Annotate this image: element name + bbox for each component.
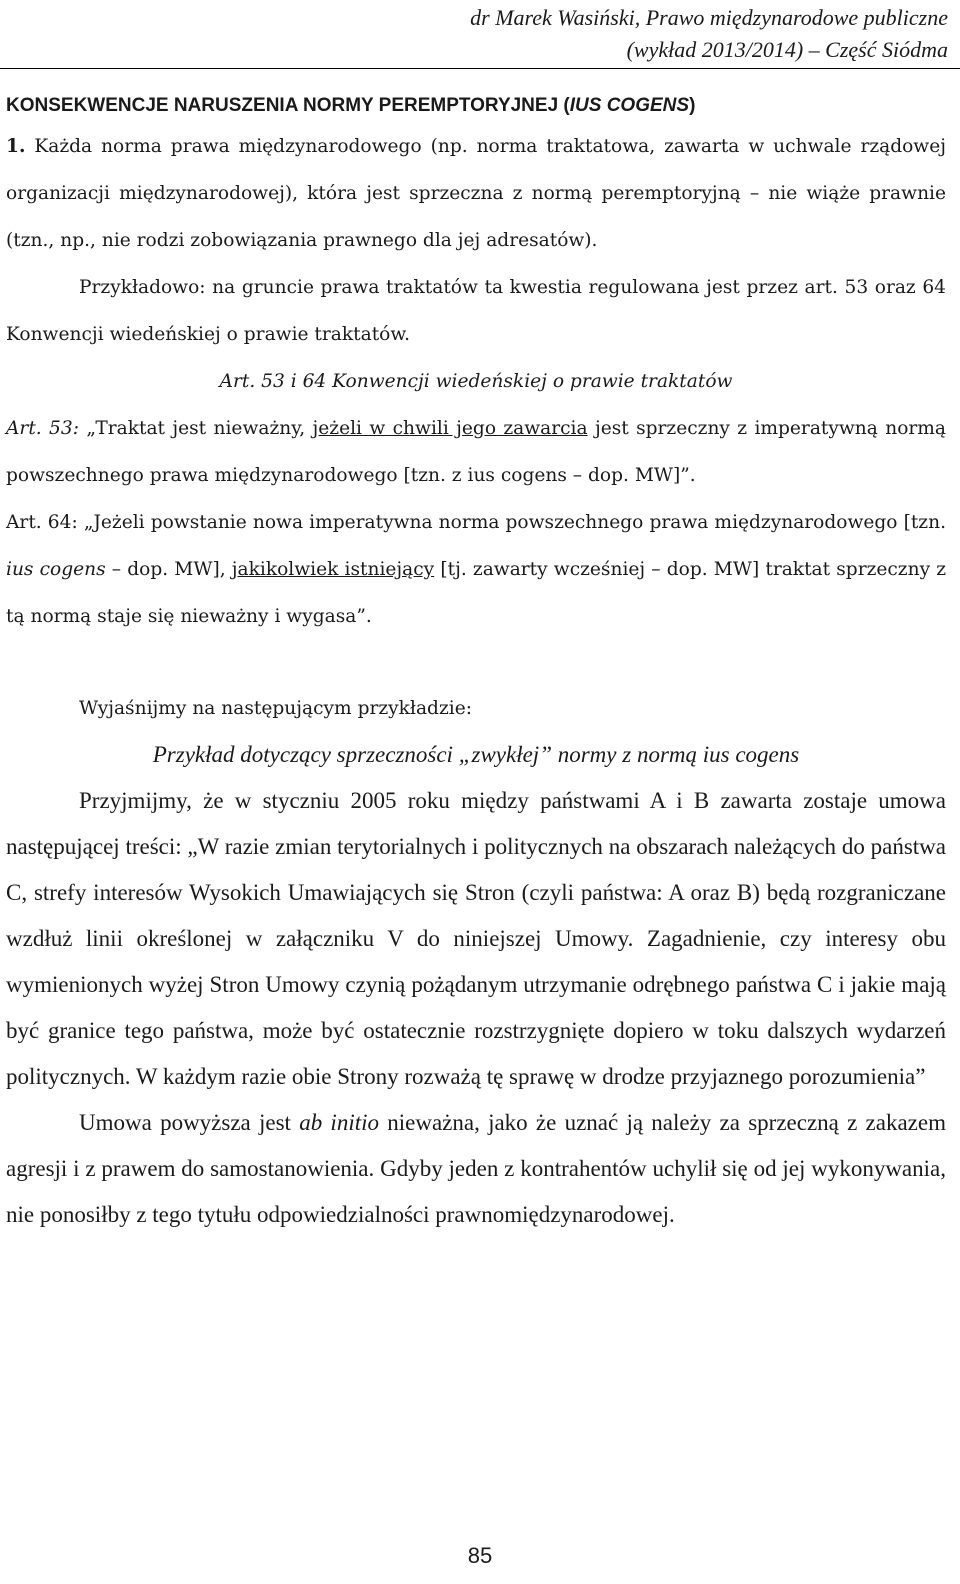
point-1 [6, 123, 946, 264]
article-64-underlined: jakikolwiek istniejący [231, 559, 435, 580]
point-1-number: 1. [6, 136, 26, 157]
main-content [6, 93, 946, 1238]
conclusion-paragraph: Umowa powyższa jest ab initio nieważna, jako że uznać ją należy za sprzeczną z zakazem agresji i z prawem do samostanowienia. Gdyby jeden z kontrahentów uchylił się od jej wykonywania, nie ponosiłby z tego tytułu odpowiedzialności prawnomiędzynarodowej. [6, 1110, 946, 1227]
running-header [470, 2, 948, 66]
convention-heading: Art. 53 i 64 Konwencji wiedeńskiej o prawie traktatów [219, 371, 733, 392]
article-53: Art. 53: „Traktat jest nieważny, jeżeli w chwili jego zawarcia jest sprzeczny z imperatywną normą powszechnego prawa międzynarodowego [tzn. z ius cogens – dop. MW]”. [6, 418, 946, 486]
page-number: 85 [467, 1543, 493, 1568]
example-intro: Przykładowo: na gruncie prawa traktatów ta kwestia regulowana jest przez art. 53 oraz 64 Konwencji wiedeńskiej o prawie traktatów. [6, 277, 946, 345]
point-1-text: Każda norma prawa międzynarodowego (np. norma traktatowa, zawarta w uchwale rządowej organizacji międzynarodowej), która jest sprzeczna z normą peremptoryjną – nie wiąże prawnie (tzn., np., nie rodzi zobowiązania prawnego dla jej adresatów). [6, 136, 946, 251]
example-paragraph: Przyjmijmy, że w styczniu 2005 roku między państwami A i B zawarta zostaje umowa następującej treści: „W razie zmian terytorialnych i politycznych na obszarach należących do państwa C, strefy interesów Wysokich Umawiających się Stron (czyli państwa: A oraz B) będą rozgraniczane wzdłuż linii określonej w załączniku V do niniejszej Umowy. Zagadnienie, czy interesy obu wymienionych wyżej Stron Umowy czynią pożądanym utrzymanie odrębnego państwa C i jakie mają być granice tego państwa, może być ostatecznie rozstrzygnięte dopiero w toku dalszych wydarzeń politycznych. W każdym razie obie Strony rozważą tę sprawę w drodze przyjaznego porozumienia” [6, 788, 946, 1089]
example-heading: Przykład dotyczący sprzeczności „zwykłej” normy z normą ius cogens [152, 742, 800, 767]
article-53-label: Art. 53: [6, 418, 79, 439]
section-gap [6, 640, 946, 685]
explain-intro: Wyjaśnijmy na następującym przykładzie: [79, 698, 472, 719]
article-64: Art. 64: „Jeżeli powstanie nowa imperatywna norma powszechnego prawa międzynarodowego [tzn. ius cogens – dop. MW], jakikolwiek istniejący [tj. zawarty wcześniej – dop. MW] traktat sprzeczny z tą normą staje się nieważny i wygasa”. [6, 512, 947, 627]
section-title: KONSEKWENCJE NARUSZENIA NORMY PEREMPTORYJNEJ (IUS COGENS) [6, 95, 696, 116]
header-course-line: (wykład 2013/2014) – Część Siódma [626, 37, 948, 62]
header-divider [0, 68, 960, 69]
article-53-underlined: jeżeli w chwili jego zawarcia [312, 418, 588, 439]
header-author-line: dr Marek Wasiński, Prawo międzynarodowe publiczne [470, 5, 948, 30]
